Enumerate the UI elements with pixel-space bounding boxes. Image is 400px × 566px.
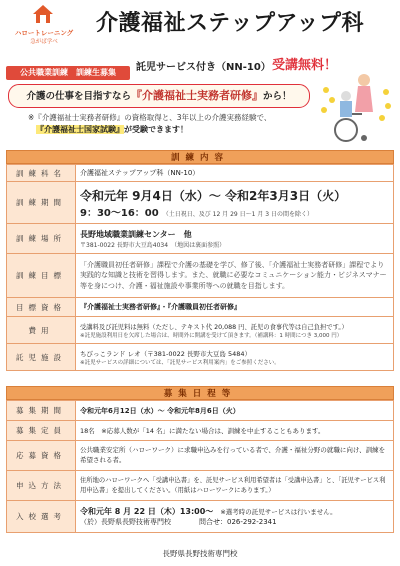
table-row [7,501,394,533]
course-name-value: 介護福祉ステップアップ科（NN-10） [76,165,394,182]
training-table [6,164,394,371]
table-row [7,298,394,317]
label-period: 訓練期間 [7,182,76,224]
page-title: 介護福祉ステップアップ科 [96,11,365,36]
free-label: 受講無料！ [272,58,338,73]
label-fee: 費用 [7,317,76,344]
table-row [7,421,394,441]
place-value [76,224,394,254]
logo-text: ハロートレーニング [14,29,74,37]
table-row [7,254,394,298]
childcare-note: ※託児サービスの詳細については、「託児サービス利用案内」をご参照ください。 [80,359,280,366]
goal-text: 「介護職員初任者研修」課程で介護の基礎を学び、修了後、「介護福祉士実務者研修」課程でより実践的な知識と技術を習得します。また、就職に必要なコミュニケーション能力・ビジネスマナー等を身につけ、介護・福祉施設や事業所等への就職を目指します。 [76,254,394,298]
table-row [7,344,394,371]
selection-place: （於）長野県長野技術専門校 [80,518,171,526]
table-row [7,224,394,254]
logo [8,4,80,48]
fee-text: 受講料及び託児料は無料（ただし、テキスト代 20,088 円、託児の食事代等は自己負担です。） [80,323,348,331]
label-selection: 入校選考 [7,501,76,533]
section-header-recruitment: 募集日程等 [6,386,394,400]
eligibility-text: 公共職業安定所（ハローワーク）に求職申込みを行っている者で、介護・福祉分野の就職に向け、訓練を希望される者。 [76,441,394,471]
selection-note: ※選考時の託児サービスは行いません。 [220,508,337,516]
label-application: 申込方法 [7,471,76,501]
table-row [7,471,394,501]
label-childcare: 託児施設 [7,344,76,371]
recruit-badge: 公共職業訓練 訓練生募集 [6,66,130,80]
label-recruit-period: 募集期間 [7,401,76,421]
table-row [7,401,394,421]
label-place: 訓練場所 [7,224,76,254]
selection-tel: 問合せ：026-292-2341 [199,518,277,526]
capacity-text: 18名 ※応募人数が「14 名」に満たない場合は、訓練を中止することもあります。 [76,421,394,441]
footer-school-name: 長野県長野技術専門校 [162,549,238,558]
caregiver-wheelchair-illustration [318,70,394,146]
place-address: 〒381-0022 長野市大豆島4034 （地図は裏面参照） [80,241,226,249]
period-note: （土日祝日、及び 12 月 29 日～1 月 3 日の間を除く） [165,210,313,218]
promo-highlight: 『介護福祉士実務者研修』 [131,89,263,102]
childcare-text: ちびっこランド レオ（〒381-0022 長野市大豆島 5484） [80,349,252,358]
table-row [7,182,394,224]
childcare-value [76,344,394,371]
table-row [7,165,394,182]
period-time: 9：30～16：00 [80,207,159,219]
exam-note-rest: が受験できます！ [124,125,188,134]
fee-value [76,317,394,344]
selection-date: 令和元年 8 月 22 日（木）13:00～ [80,507,214,516]
label-course-name: 訓練科名 [7,165,76,182]
fee-note: ※託児施設利用日を欠席した場合は、時間外に開講を受けて頂きます。（補講料：1 時間につき 3,000 円） [80,332,343,339]
section-header-training: 訓練内容 [6,150,394,164]
application-text: 住所地のハローワークへ「受講申込書」を、託児サービス利用希望者は「受講申込書」と、「託児サービス利用申込書」を提出してください。（用紙はハローワークにあります。） [76,471,394,501]
house-logo-icon [32,4,54,24]
label-certification: 目標資格 [7,298,76,317]
table-row [7,317,394,344]
promo-suffix: から！ [263,91,292,102]
certification-text: 『介護福祉士実務者研修』・『介護職員初任者研修』 [76,298,394,317]
exam-note [36,124,188,135]
promo-prefix: 介護の仕事を目指すなら [26,91,131,102]
label-goal: 訓練目標 [7,254,76,298]
logo-subtext: 急がば学べ [30,39,58,45]
qualification-note: ※『介護福祉士実務者研修』の資格取得と、3年以上の介護実務経験で、 [28,113,272,122]
label-capacity: 募集定員 [7,421,76,441]
course-subtitle: 託児サービス付き（NN-10） [136,62,271,73]
label-eligibility: 応募資格 [7,441,76,471]
place-name: 長野地域職業訓練センター 他 [80,229,192,239]
recruit-period-text: 令和元年6月12日（水）～ 令和元年8月6日（火） [76,401,394,421]
period-dates: 令和元年 9月4日（水）～ 令和2年3月3日（火） [80,188,347,203]
table-row [7,441,394,471]
recruitment-table [6,400,394,533]
period-value [76,182,394,224]
selection-value [76,501,394,533]
promo-banner [8,84,310,108]
exam-highlight: 『介護福祉士国家試験』 [36,125,124,134]
